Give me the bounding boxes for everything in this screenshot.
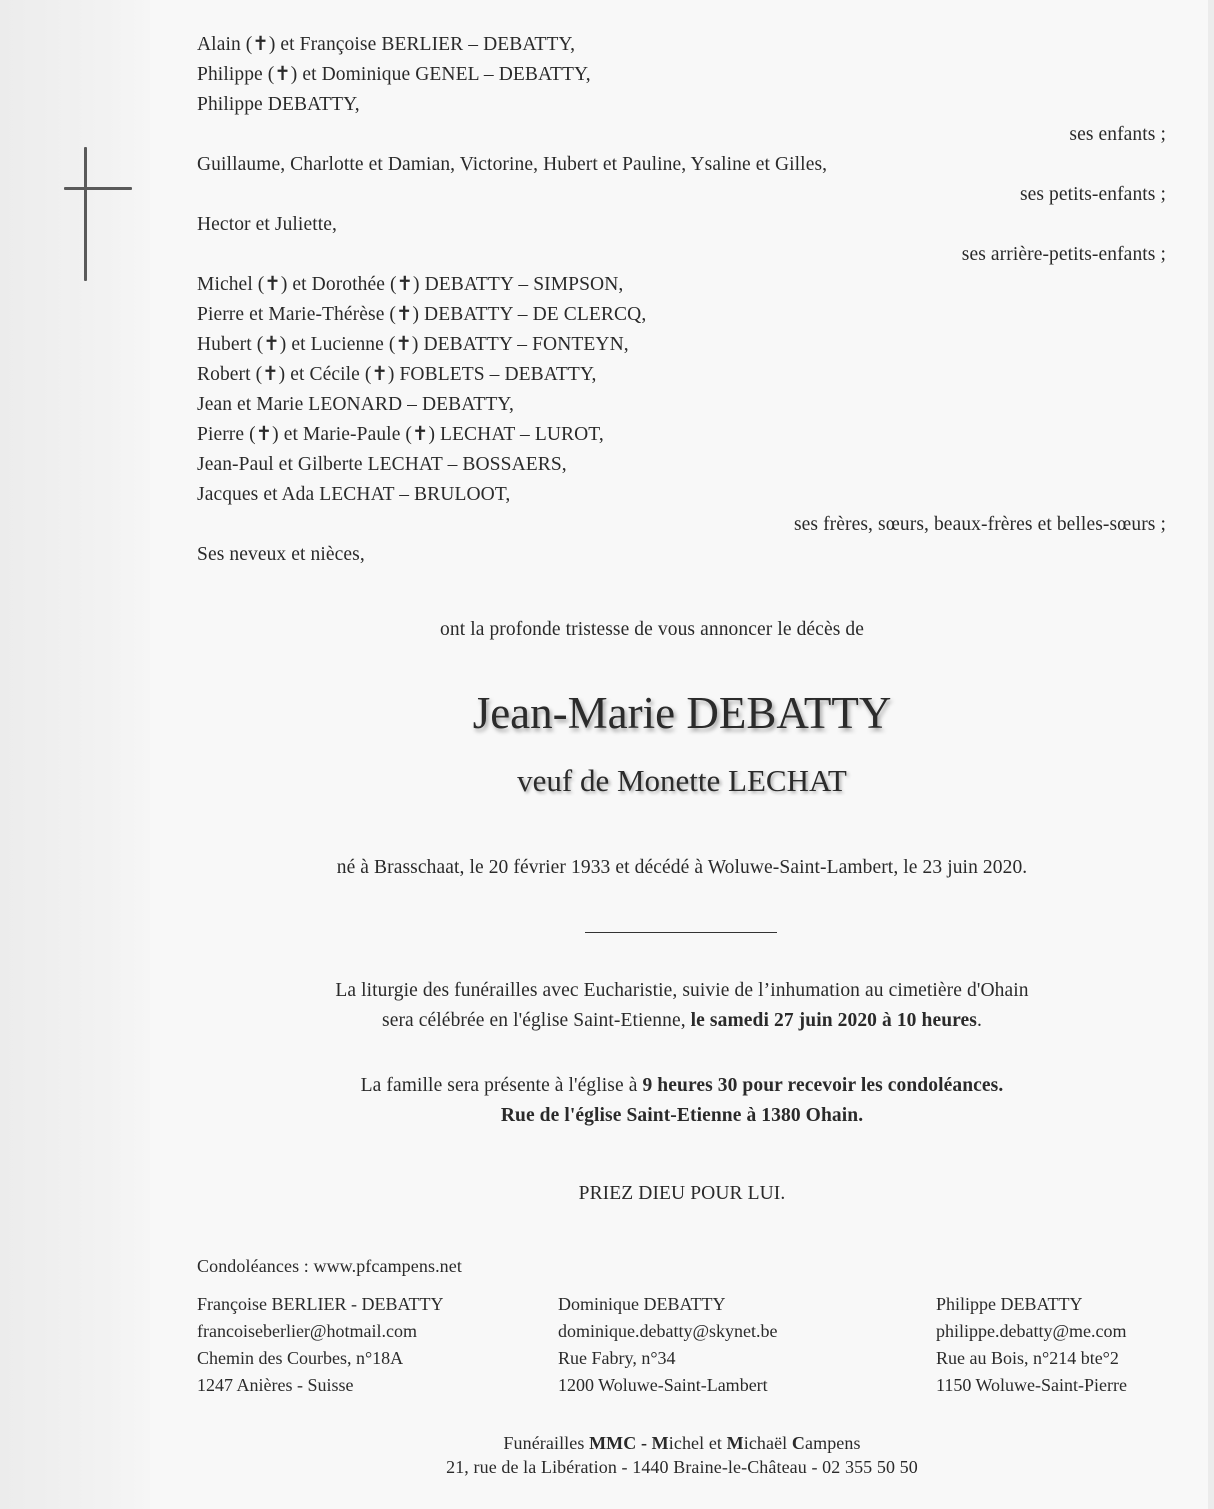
contact-name: Françoise BERLIER - DEBATTY — [197, 1294, 444, 1314]
announcement-text: ont la profonde tristesse de vous annoncer le décès de — [440, 619, 864, 640]
sibling-line: Pierre et Marie-Thérèse (✝) DEBATTY – DE CLERCQ, — [197, 304, 647, 325]
contact-block — [936, 1291, 1127, 1399]
cross-icon — [64, 147, 132, 281]
grandchildren-line: Guillaume, Charlotte et Damian, Victorine, Hubert et Pauline, Ysaline et Gilles, — [197, 154, 828, 175]
footer-prefix: Funérailles — [503, 1433, 590, 1453]
liturgy-prefix: sera célébrée en l'église Saint-Etienne, — [382, 1010, 691, 1031]
contact-email: philippe.debatty@me.com — [936, 1321, 1127, 1341]
liturgy-line-2 — [150, 1010, 1214, 1032]
contact-email: francoiseberlier@hotmail.com — [197, 1321, 417, 1341]
contact-name: Philippe DEBATTY — [936, 1294, 1083, 1314]
sibling-line: Michel (✝) et Dorothée (✝) DEBATTY – SIMPSON, — [197, 274, 624, 295]
funeral-home-line — [150, 1432, 1214, 1454]
footer-m1: M — [651, 1433, 669, 1453]
contact-street: Rue Fabry, n°34 — [558, 1348, 676, 1368]
liturgy-suffix: . — [977, 1010, 982, 1031]
footer-ichael: ichaël — [743, 1433, 792, 1453]
liturgy-line-1: La liturgie des funérailles avec Eucharistie, suivie de l’inhumation au cimetière d'Ohain — [335, 980, 1029, 1001]
birth-death-dates: né à Brasschaat, le 20 février 1933 et décédé à Woluwe-Saint-Lambert, le 23 juin 2020. — [336, 857, 1028, 878]
presence-line — [150, 1075, 1214, 1097]
right-frame-edge — [1208, 0, 1214, 1509]
footer-ampens: ampens — [805, 1433, 861, 1453]
contact-block — [197, 1291, 443, 1399]
footer-c: C — [791, 1433, 805, 1453]
contact-block — [558, 1291, 778, 1399]
deceased-name: Jean-Marie DEBATTY — [472, 688, 892, 738]
child-line: Philippe DEBATTY, — [197, 94, 360, 115]
contact-email: dominique.debatty@skynet.be — [558, 1321, 778, 1341]
child-line: Philippe (✝) et Dominique GENEL – DEBATTY, — [197, 64, 591, 85]
great-grandchildren-role: ses arrière-petits-enfants ; — [961, 244, 1166, 265]
separator-line — [585, 932, 777, 933]
great-grandchildren-line: Hector et Juliette, — [197, 214, 337, 235]
contact-name: Dominique DEBATTY — [558, 1294, 726, 1314]
funeral-home-address: 21, rue de la Libération - 1440 Braine-le-Château - 02 355 50 50 — [446, 1457, 918, 1477]
sibling-line: Jean et Marie LEONARD – DEBATTY, — [197, 394, 514, 415]
contact-city: 1247 Anières - Suisse — [197, 1375, 354, 1395]
sibling-line: Jacques et Ada LECHAT – BRULOOT, — [197, 484, 511, 505]
presence-prefix: La famille sera présente à l'église à — [360, 1075, 643, 1096]
sibling-line: Robert (✝) et Cécile (✝) FOBLETS – DEBATTY, — [197, 364, 597, 385]
footer-mmc: MMC - — [589, 1433, 652, 1453]
nephews-line: Ses neveux et nièces, — [197, 544, 365, 565]
widow-of: veuf de Monette LECHAT — [517, 763, 847, 798]
contact-city: 1150 Woluwe-Saint-Pierre — [936, 1375, 1128, 1395]
presence-address: Rue de l'église Saint-Etienne à 1380 Ohain. — [500, 1105, 864, 1126]
prayer-text: PRIEZ DIEU POUR LUI. — [578, 1183, 786, 1204]
sibling-line: Pierre (✝) et Marie-Paule (✝) LECHAT – LUROT, — [197, 424, 604, 445]
footer-ichel: ichel et — [668, 1433, 727, 1453]
contact-street: Chemin des Courbes, n°18A — [197, 1348, 404, 1368]
liturgy-datetime: le samedi 27 juin 2020 à 10 heures — [690, 1010, 977, 1031]
children-role: ses enfants ; — [1069, 124, 1166, 145]
condolences-website: Condoléances : www.pfcampens.net — [197, 1256, 462, 1276]
child-line: Alain (✝) et Françoise BERLIER – DEBATTY, — [197, 34, 576, 55]
contact-street: Rue au Bois, n°214 bte°2 — [936, 1348, 1119, 1368]
sibling-line: Hubert (✝) et Lucienne (✝) DEBATTY – FONTEYN, — [197, 334, 629, 355]
contact-city: 1200 Woluwe-Saint-Lambert — [558, 1375, 768, 1395]
presence-time: 9 heures 30 pour recevoir les condoléances. — [642, 1075, 1004, 1096]
sibling-line: Jean-Paul et Gilberte LECHAT – BOSSAERS, — [197, 454, 567, 475]
footer-m2: M — [726, 1433, 744, 1453]
siblings-role: ses frères, sœurs, beaux-frères et belles-sœurs ; — [793, 514, 1166, 535]
grandchildren-role: ses petits-enfants ; — [1019, 184, 1166, 205]
